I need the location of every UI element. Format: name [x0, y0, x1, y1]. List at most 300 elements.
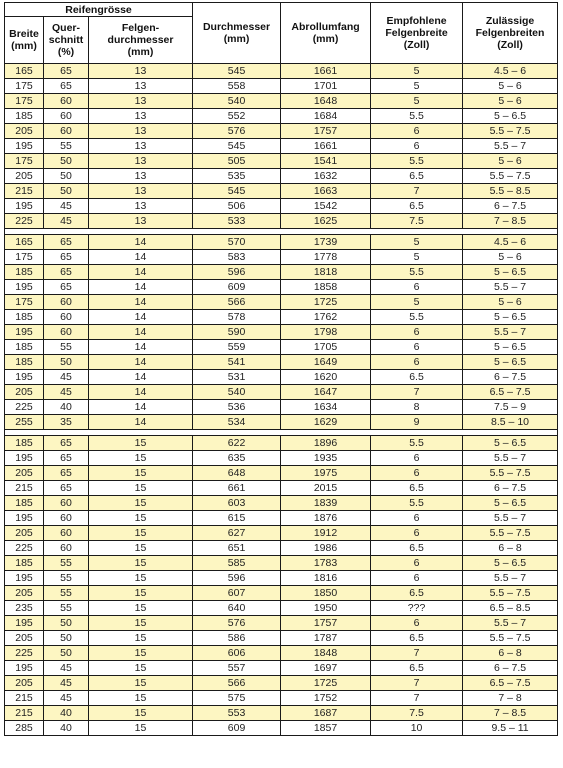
cell-abrollumfang: 1850	[281, 586, 371, 601]
table-row	[5, 214, 558, 229]
header-line: schnitt	[48, 34, 84, 46]
cell-empfohlene-felgenbreite: 6	[371, 511, 463, 526]
cell-felgendurchmesser: 14	[89, 400, 193, 415]
cell-zulaessige-felgenbreiten: 5 – 6.5	[463, 556, 558, 571]
cell-zulaessige-felgenbreiten: 6 – 7.5	[463, 481, 558, 496]
cell-durchmesser: 540	[193, 385, 281, 400]
cell-durchmesser: 541	[193, 355, 281, 370]
table-row	[5, 310, 558, 325]
table-row	[5, 355, 558, 370]
cell-abrollumfang: 1778	[281, 250, 371, 265]
cell-abrollumfang: 1739	[281, 235, 371, 250]
table-row	[5, 481, 558, 496]
table-row	[5, 706, 558, 721]
table-row	[5, 661, 558, 676]
table-row	[5, 586, 558, 601]
table-row	[5, 415, 558, 430]
cell-felgendurchmesser: 15	[89, 571, 193, 586]
cell-felgendurchmesser: 13	[89, 154, 193, 169]
cell-felgendurchmesser: 15	[89, 451, 193, 466]
cell-felgendurchmesser: 15	[89, 721, 193, 736]
cell-querschnitt: 65	[44, 436, 89, 451]
cell-felgendurchmesser: 15	[89, 481, 193, 496]
cell-zulaessige-felgenbreiten: 5 – 6	[463, 94, 558, 109]
header-reifengroesse: Reifengrösse	[5, 3, 193, 17]
cell-querschnitt: 60	[44, 325, 89, 340]
cell-querschnitt: 65	[44, 451, 89, 466]
table-row	[5, 631, 558, 646]
cell-querschnitt: 50	[44, 631, 89, 646]
cell-felgendurchmesser: 13	[89, 64, 193, 79]
table-body	[5, 64, 558, 736]
cell-abrollumfang: 1625	[281, 214, 371, 229]
header-line: Felgenbreiten	[475, 27, 545, 39]
cell-empfohlene-felgenbreite: 5	[371, 250, 463, 265]
cell-empfohlene-felgenbreite: ???	[371, 601, 463, 616]
cell-breite: 175	[5, 94, 44, 109]
table-row	[5, 64, 558, 79]
cell-zulaessige-felgenbreiten: 5.5 – 7.5	[463, 124, 558, 139]
cell-durchmesser: 540	[193, 94, 281, 109]
cell-felgendurchmesser: 14	[89, 265, 193, 280]
cell-zulaessige-felgenbreiten: 6.5 – 8.5	[463, 601, 558, 616]
header-querschnitt	[44, 17, 89, 64]
table-row	[5, 169, 558, 184]
cell-felgendurchmesser: 14	[89, 340, 193, 355]
cell-zulaessige-felgenbreiten: 5 – 6.5	[463, 496, 558, 511]
table-row	[5, 154, 558, 169]
table-row	[5, 721, 558, 736]
cell-abrollumfang: 1649	[281, 355, 371, 370]
cell-querschnitt: 60	[44, 310, 89, 325]
table-row	[5, 94, 558, 109]
cell-felgendurchmesser: 13	[89, 124, 193, 139]
cell-querschnitt: 60	[44, 496, 89, 511]
cell-felgendurchmesser: 14	[89, 325, 193, 340]
table-row	[5, 385, 558, 400]
table-row	[5, 616, 558, 631]
cell-abrollumfang: 1950	[281, 601, 371, 616]
cell-querschnitt: 65	[44, 79, 89, 94]
cell-breite: 225	[5, 214, 44, 229]
table-row	[5, 400, 558, 415]
cell-querschnitt: 65	[44, 481, 89, 496]
cell-zulaessige-felgenbreiten: 5 – 6.5	[463, 310, 558, 325]
cell-empfohlene-felgenbreite: 9	[371, 415, 463, 430]
cell-breite: 205	[5, 586, 44, 601]
cell-querschnitt: 65	[44, 280, 89, 295]
table-row	[5, 496, 558, 511]
cell-felgendurchmesser: 14	[89, 235, 193, 250]
cell-breite: 285	[5, 721, 44, 736]
cell-querschnitt: 35	[44, 415, 89, 430]
cell-empfohlene-felgenbreite: 5	[371, 235, 463, 250]
cell-durchmesser: 545	[193, 184, 281, 199]
cell-felgendurchmesser: 15	[89, 556, 193, 571]
header-line: (mm)	[11, 40, 37, 52]
cell-breite: 185	[5, 355, 44, 370]
cell-querschnitt: 55	[44, 601, 89, 616]
table-row	[5, 265, 558, 280]
cell-felgendurchmesser: 15	[89, 691, 193, 706]
cell-abrollumfang: 1757	[281, 124, 371, 139]
cell-querschnitt: 60	[44, 541, 89, 556]
table-row	[5, 436, 558, 451]
cell-querschnitt: 65	[44, 235, 89, 250]
cell-durchmesser: 570	[193, 235, 281, 250]
cell-breite: 215	[5, 706, 44, 721]
table-header	[5, 3, 558, 64]
cell-durchmesser: 661	[193, 481, 281, 496]
cell-felgendurchmesser: 13	[89, 94, 193, 109]
cell-empfohlene-felgenbreite: 6	[371, 139, 463, 154]
cell-abrollumfang: 1629	[281, 415, 371, 430]
cell-empfohlene-felgenbreite: 5	[371, 79, 463, 94]
table-row	[5, 340, 558, 355]
table-row	[5, 676, 558, 691]
cell-abrollumfang: 1663	[281, 184, 371, 199]
cell-breite: 185	[5, 556, 44, 571]
table-row	[5, 79, 558, 94]
cell-zulaessige-felgenbreiten: 7 – 8	[463, 691, 558, 706]
cell-zulaessige-felgenbreiten: 5.5 – 7	[463, 451, 558, 466]
cell-abrollumfang: 1661	[281, 64, 371, 79]
cell-querschnitt: 40	[44, 721, 89, 736]
cell-breite: 195	[5, 370, 44, 385]
cell-felgendurchmesser: 13	[89, 184, 193, 199]
cell-breite: 205	[5, 631, 44, 646]
cell-durchmesser: 536	[193, 400, 281, 415]
cell-zulaessige-felgenbreiten: 6 – 8	[463, 541, 558, 556]
cell-felgendurchmesser: 13	[89, 169, 193, 184]
cell-breite: 205	[5, 526, 44, 541]
cell-breite: 185	[5, 265, 44, 280]
cell-empfohlene-felgenbreite: 5.5	[371, 436, 463, 451]
cell-abrollumfang: 1705	[281, 340, 371, 355]
cell-querschnitt: 60	[44, 526, 89, 541]
cell-breite: 205	[5, 124, 44, 139]
cell-empfohlene-felgenbreite: 6	[371, 325, 463, 340]
cell-breite: 175	[5, 79, 44, 94]
cell-felgendurchmesser: 15	[89, 676, 193, 691]
cell-querschnitt: 60	[44, 109, 89, 124]
tire-size-table-container	[4, 2, 558, 736]
cell-felgendurchmesser: 14	[89, 355, 193, 370]
cell-abrollumfang: 1798	[281, 325, 371, 340]
header-line: (mm)	[223, 33, 250, 45]
cell-durchmesser: 559	[193, 340, 281, 355]
cell-durchmesser: 576	[193, 124, 281, 139]
header-empfohlene-felgenbreite	[371, 3, 463, 64]
header-line: (Zoll)	[497, 39, 523, 51]
cell-zulaessige-felgenbreiten: 5.5 – 7	[463, 280, 558, 295]
cell-breite: 195	[5, 139, 44, 154]
cell-zulaessige-felgenbreiten: 5 – 6.5	[463, 265, 558, 280]
cell-durchmesser: 615	[193, 511, 281, 526]
cell-querschnitt: 50	[44, 154, 89, 169]
cell-durchmesser: 586	[193, 631, 281, 646]
cell-empfohlene-felgenbreite: 5.5	[371, 265, 463, 280]
cell-empfohlene-felgenbreite: 6	[371, 466, 463, 481]
cell-breite: 195	[5, 571, 44, 586]
cell-durchmesser: 609	[193, 280, 281, 295]
cell-abrollumfang: 1912	[281, 526, 371, 541]
cell-abrollumfang: 1975	[281, 466, 371, 481]
cell-breite: 185	[5, 310, 44, 325]
cell-abrollumfang: 1725	[281, 295, 371, 310]
cell-zulaessige-felgenbreiten: 6 – 7.5	[463, 370, 558, 385]
cell-abrollumfang: 1647	[281, 385, 371, 400]
cell-abrollumfang: 1848	[281, 646, 371, 661]
cell-durchmesser: 531	[193, 370, 281, 385]
cell-zulaessige-felgenbreiten: 8.5 – 10	[463, 415, 558, 430]
cell-querschnitt: 40	[44, 706, 89, 721]
cell-zulaessige-felgenbreiten: 4.5 – 6	[463, 235, 558, 250]
cell-zulaessige-felgenbreiten: 5.5 – 7.5	[463, 466, 558, 481]
cell-durchmesser: 533	[193, 214, 281, 229]
cell-zulaessige-felgenbreiten: 5 – 6	[463, 250, 558, 265]
cell-felgendurchmesser: 15	[89, 496, 193, 511]
cell-zulaessige-felgenbreiten: 5.5 – 8.5	[463, 184, 558, 199]
cell-felgendurchmesser: 15	[89, 526, 193, 541]
table-row	[5, 109, 558, 124]
cell-zulaessige-felgenbreiten: 5.5 – 7	[463, 616, 558, 631]
cell-durchmesser: 627	[193, 526, 281, 541]
cell-felgendurchmesser: 13	[89, 79, 193, 94]
cell-querschnitt: 60	[44, 511, 89, 526]
cell-empfohlene-felgenbreite: 6.5	[371, 541, 463, 556]
header-line: Breite	[9, 28, 39, 40]
cell-durchmesser: 590	[193, 325, 281, 340]
cell-abrollumfang: 1634	[281, 400, 371, 415]
cell-empfohlene-felgenbreite: 10	[371, 721, 463, 736]
cell-querschnitt: 60	[44, 124, 89, 139]
table-row	[5, 526, 558, 541]
cell-breite: 185	[5, 109, 44, 124]
cell-empfohlene-felgenbreite: 6	[371, 451, 463, 466]
cell-abrollumfang: 1935	[281, 451, 371, 466]
cell-breite: 225	[5, 400, 44, 415]
tire-size-table	[4, 2, 558, 736]
cell-zulaessige-felgenbreiten: 6 – 8	[463, 646, 558, 661]
cell-empfohlene-felgenbreite: 5.5	[371, 310, 463, 325]
cell-empfohlene-felgenbreite: 6.5	[371, 370, 463, 385]
cell-querschnitt: 65	[44, 64, 89, 79]
cell-breite: 195	[5, 325, 44, 340]
cell-querschnitt: 45	[44, 676, 89, 691]
cell-durchmesser: 566	[193, 676, 281, 691]
cell-felgendurchmesser: 15	[89, 586, 193, 601]
cell-querschnitt: 65	[44, 466, 89, 481]
cell-durchmesser: 585	[193, 556, 281, 571]
cell-breite: 215	[5, 481, 44, 496]
cell-breite: 195	[5, 199, 44, 214]
cell-zulaessige-felgenbreiten: 5.5 – 7.5	[463, 631, 558, 646]
cell-abrollumfang: 1701	[281, 79, 371, 94]
cell-breite: 195	[5, 511, 44, 526]
cell-zulaessige-felgenbreiten: 6.5 – 7.5	[463, 676, 558, 691]
cell-querschnitt: 45	[44, 661, 89, 676]
cell-durchmesser: 506	[193, 199, 281, 214]
cell-abrollumfang: 2015	[281, 481, 371, 496]
cell-durchmesser: 622	[193, 436, 281, 451]
cell-durchmesser: 635	[193, 451, 281, 466]
cell-empfohlene-felgenbreite: 5.5	[371, 154, 463, 169]
cell-querschnitt: 55	[44, 340, 89, 355]
cell-durchmesser: 552	[193, 109, 281, 124]
cell-breite: 205	[5, 466, 44, 481]
cell-empfohlene-felgenbreite: 5	[371, 94, 463, 109]
table-row	[5, 571, 558, 586]
table-row	[5, 199, 558, 214]
cell-abrollumfang: 1687	[281, 706, 371, 721]
cell-abrollumfang: 1632	[281, 169, 371, 184]
cell-breite: 225	[5, 646, 44, 661]
table-row	[5, 325, 558, 340]
cell-abrollumfang: 1684	[281, 109, 371, 124]
cell-empfohlene-felgenbreite: 8	[371, 400, 463, 415]
cell-zulaessige-felgenbreiten: 5 – 6.5	[463, 436, 558, 451]
cell-empfohlene-felgenbreite: 7.5	[371, 214, 463, 229]
cell-felgendurchmesser: 15	[89, 646, 193, 661]
cell-breite: 235	[5, 601, 44, 616]
cell-abrollumfang: 1752	[281, 691, 371, 706]
cell-querschnitt: 50	[44, 616, 89, 631]
cell-querschnitt: 40	[44, 400, 89, 415]
table-row	[5, 280, 558, 295]
cell-zulaessige-felgenbreiten: 5 – 6.5	[463, 109, 558, 124]
header-zulaessige-felgenbreiten	[463, 3, 558, 64]
cell-durchmesser: 505	[193, 154, 281, 169]
cell-durchmesser: 578	[193, 310, 281, 325]
cell-empfohlene-felgenbreite: 7.5	[371, 706, 463, 721]
cell-durchmesser: 596	[193, 571, 281, 586]
cell-abrollumfang: 1757	[281, 616, 371, 631]
cell-empfohlene-felgenbreite: 7	[371, 691, 463, 706]
cell-felgendurchmesser: 15	[89, 436, 193, 451]
cell-abrollumfang: 1876	[281, 511, 371, 526]
cell-zulaessige-felgenbreiten: 5.5 – 7.5	[463, 586, 558, 601]
cell-felgendurchmesser: 13	[89, 109, 193, 124]
cell-querschnitt: 55	[44, 556, 89, 571]
table-row	[5, 250, 558, 265]
cell-querschnitt: 45	[44, 214, 89, 229]
cell-felgendurchmesser: 15	[89, 541, 193, 556]
cell-zulaessige-felgenbreiten: 5.5 – 7	[463, 511, 558, 526]
cell-empfohlene-felgenbreite: 6	[371, 571, 463, 586]
cell-empfohlene-felgenbreite: 6	[371, 355, 463, 370]
cell-empfohlene-felgenbreite: 6.5	[371, 169, 463, 184]
cell-empfohlene-felgenbreite: 6	[371, 280, 463, 295]
header-line: (mm)	[312, 33, 339, 45]
cell-felgendurchmesser: 14	[89, 250, 193, 265]
cell-felgendurchmesser: 15	[89, 706, 193, 721]
cell-durchmesser: 575	[193, 691, 281, 706]
cell-felgendurchmesser: 13	[89, 139, 193, 154]
cell-abrollumfang: 1858	[281, 280, 371, 295]
cell-felgendurchmesser: 14	[89, 310, 193, 325]
cell-abrollumfang: 1762	[281, 310, 371, 325]
cell-empfohlene-felgenbreite: 5	[371, 64, 463, 79]
cell-breite: 225	[5, 541, 44, 556]
cell-empfohlene-felgenbreite: 5.5	[371, 496, 463, 511]
cell-zulaessige-felgenbreiten: 7.5 – 9	[463, 400, 558, 415]
cell-breite: 185	[5, 496, 44, 511]
header-line: Felgenbreite	[385, 27, 448, 39]
cell-abrollumfang: 1648	[281, 94, 371, 109]
cell-durchmesser: 583	[193, 250, 281, 265]
cell-durchmesser: 545	[193, 139, 281, 154]
header-line: (mm)	[127, 46, 154, 58]
cell-durchmesser: 566	[193, 295, 281, 310]
cell-empfohlene-felgenbreite: 5.5	[371, 109, 463, 124]
cell-abrollumfang: 1839	[281, 496, 371, 511]
cell-durchmesser: 651	[193, 541, 281, 556]
header-line: (%)	[57, 46, 75, 58]
cell-abrollumfang: 1697	[281, 661, 371, 676]
header-abrollumfang	[281, 3, 371, 64]
cell-querschnitt: 45	[44, 385, 89, 400]
cell-abrollumfang: 1857	[281, 721, 371, 736]
cell-durchmesser: 558	[193, 79, 281, 94]
cell-empfohlene-felgenbreite: 6	[371, 616, 463, 631]
cell-querschnitt: 65	[44, 250, 89, 265]
table-row	[5, 691, 558, 706]
cell-durchmesser: 606	[193, 646, 281, 661]
header-line: Durchmesser	[202, 21, 271, 33]
cell-empfohlene-felgenbreite: 6	[371, 124, 463, 139]
header-line: (Zoll)	[403, 39, 430, 51]
cell-durchmesser: 535	[193, 169, 281, 184]
cell-felgendurchmesser: 15	[89, 511, 193, 526]
table-row	[5, 466, 558, 481]
cell-durchmesser: 534	[193, 415, 281, 430]
table-row	[5, 295, 558, 310]
cell-felgendurchmesser: 14	[89, 295, 193, 310]
cell-breite: 195	[5, 280, 44, 295]
cell-breite: 185	[5, 340, 44, 355]
cell-abrollumfang: 1787	[281, 631, 371, 646]
cell-zulaessige-felgenbreiten: 5.5 – 7	[463, 325, 558, 340]
table-row	[5, 451, 558, 466]
cell-zulaessige-felgenbreiten: 7 – 8.5	[463, 706, 558, 721]
cell-breite: 205	[5, 385, 44, 400]
cell-abrollumfang: 1986	[281, 541, 371, 556]
cell-empfohlene-felgenbreite: 7	[371, 676, 463, 691]
cell-durchmesser: 545	[193, 64, 281, 79]
cell-querschnitt: 50	[44, 169, 89, 184]
cell-empfohlene-felgenbreite: 6.5	[371, 661, 463, 676]
cell-querschnitt: 45	[44, 370, 89, 385]
header-felgendurchmesser	[89, 17, 193, 64]
cell-empfohlene-felgenbreite: 5	[371, 295, 463, 310]
cell-felgendurchmesser: 15	[89, 601, 193, 616]
cell-zulaessige-felgenbreiten: 5.5 – 7.5	[463, 526, 558, 541]
cell-zulaessige-felgenbreiten: 7 – 8.5	[463, 214, 558, 229]
table-row	[5, 646, 558, 661]
table-row	[5, 124, 558, 139]
cell-abrollumfang: 1661	[281, 139, 371, 154]
cell-abrollumfang: 1725	[281, 676, 371, 691]
cell-breite: 165	[5, 64, 44, 79]
cell-breite: 205	[5, 169, 44, 184]
cell-querschnitt: 45	[44, 199, 89, 214]
cell-empfohlene-felgenbreite: 7	[371, 184, 463, 199]
cell-durchmesser: 576	[193, 616, 281, 631]
header-breite	[5, 17, 44, 64]
cell-zulaessige-felgenbreiten: 5 – 6	[463, 79, 558, 94]
cell-empfohlene-felgenbreite: 6.5	[371, 586, 463, 601]
